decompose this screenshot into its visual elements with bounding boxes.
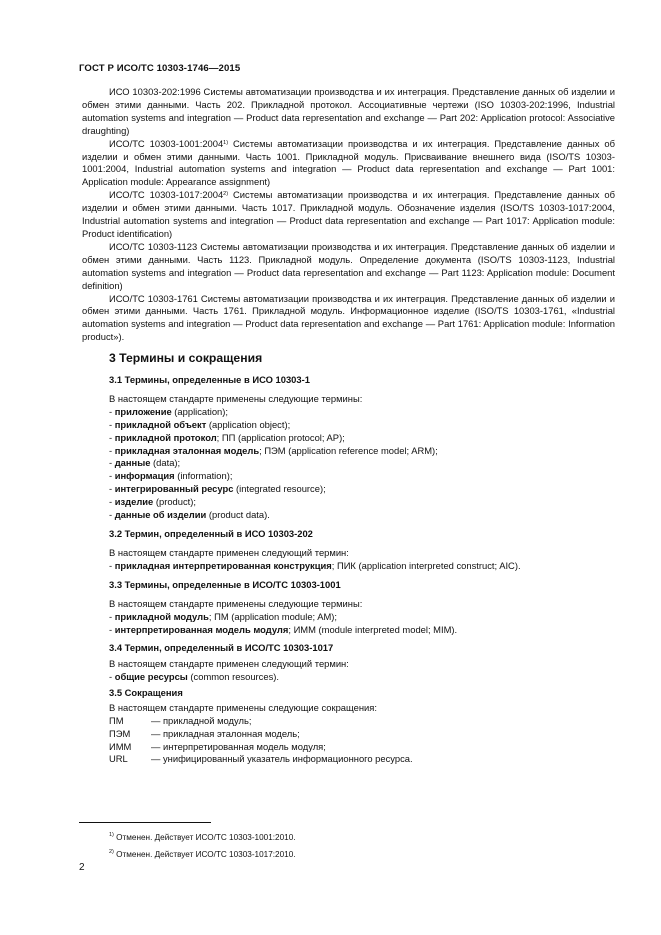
abbreviation-definition: — унифицированный указатель информационного ресурса. [151,753,413,765]
footnote-mark: 1) [109,832,114,838]
term-item: - общие ресурсы (common resources). [109,670,279,682]
abbreviation-row [109,728,619,741]
term-item: - приложение (application); [109,405,228,417]
subsection-3-1 [109,374,619,522]
term-item: - изделие (product); [109,496,196,508]
abbreviation-code: ПЭМ [109,727,131,739]
term-item: - интегрированный ресурс (integrated resource); [109,483,326,495]
reference-lead: ИСО/ТС 10303-1017:2004 [109,189,224,201]
reference-entry: ИСО 10303-202:1996 Системы автоматизации производства и их интеграция. Представление данных об изделии и обмен этими данными. Часть 202. Прикладной протокол. Ассоциативные чертежи (ISO 10303-202:1996, Industrial automation systems and integration — Product data representation and exchange — Part 202: Application protocol: Associative draughting) [82,86,615,136]
subsection-title: 3.1 Термины, определенные в ИСО 10303-1 [109,374,310,385]
section-title: 3 Термины и сокращения [109,351,263,365]
footnote-ref: 1) [223,139,229,146]
abbreviation-code: ИММ [109,740,132,752]
term-item: - прикладной модуль; ПМ (application module; AM); [109,610,338,622]
abbreviation-row [109,753,619,766]
document-header: ГОСТ Р ИСО/ТС 10303-1746—2015 [79,63,241,74]
term-item: - прикладная эталонная модель; ПЭМ (application reference model; ARM); [109,444,438,456]
reference-entry: ИСО/ТС 10303-1123 Системы автоматизации производства и их интеграция. Представление данных об изделии и обмен этими данными. Часть 1123. Прикладной модуль. Определение документа (ISO/TS 10303-1123, Industrial automation systems and integration — Product data representation and exchange — Part 1123: Application module: Document definition) [82,240,615,291]
term-item: - прикладная интерпретированная конструкция; ПИК (application interpreted construct; AIC). [109,559,521,571]
term-item: - данные (data); [109,457,181,469]
subsection-title: 3.5 Сокращения [109,687,183,698]
term-item: - прикладной протокол; ПП (application protocol; AP); [109,431,345,443]
abbreviation-code: ПМ [109,714,124,726]
abbreviation-definition: — интерпретированная модель модуля; [151,740,326,752]
normative-references [82,86,615,344]
subsection-3-5 [109,687,619,766]
footnote-ref: 2) [223,191,229,198]
reference-entry: ИСО/ТС 10303-1001:2004$^{1)}$ Системы автоматизации производства и их интеграция. Представление данных об изделии и обмен этими данными. Часть 1001. Прикладной модуль. Присваивание внешнего вида (ISO/TS 10303-1001:2004, Industrial automation systems and integration — Product data representation and exchange — Part 1001: Application module: Appearance assignment) [82,137,615,188]
term-item: - информация (information); [109,470,233,482]
abbreviation-definition: — прикладная эталонная модель; [151,727,300,739]
subsection-3-4 [109,642,619,684]
intro-text: В настоящем стандарте применены следующие термины: [109,597,363,609]
reference-entry: ИСО/ТС 10303-1017:2004$^{2)}$ Системы автоматизации производства и их интеграция. Представление данных об изделии и обмен этими данными. Часть 1017. Прикладной модуль. Обозначение изделия (ISO/TS 10303-1017:2004, Industrial automation systems and integration — Product data representation and exchange — Part 1017: Application module: Product identification) [82,189,615,239]
footnote-divider [79,822,211,823]
subsection-3-2 [109,528,619,573]
intro-text: В настоящем стандарте применен следующий термин: [109,657,349,669]
term-item: - прикладной объект (application object); [109,418,291,430]
subsection-title: 3.2 Термин, определенный в ИСО 10303-202 [109,528,313,539]
subsection-title: 3.3 Термины, определенные в ИСО/ТС 10303-1001 [109,579,341,590]
abbreviation-row [109,715,619,728]
abbreviation-definition: — прикладной модуль; [151,714,252,726]
subsection-3-3 [109,579,619,637]
footnote: $^{1)}$ Отменен. Действует ИСО/ТС 10303-1001:2010. [109,832,296,842]
intro-text: В настоящем стандарте применены следующие сокращения: [109,701,377,713]
reference-entry: ИСО/ТС 10303-1761 Системы автоматизации производства и их интеграция. Представление данных об изделии и обмен этими данными. Часть 1761. Прикладной модуль. Информационное изделие (ISO/TS 10303-1761, «Industrial automation systems and integration — Product data representation and exchange — Part 1761: Application module: Information product»). [82,292,615,343]
intro-text: В настоящем стандарте применены следующие термины: [109,392,363,404]
footnote-mark: 2) [109,849,114,855]
subsection-title: 3.4 Термин, определенный в ИСО/ТС 10303-1017 [109,642,334,653]
page-number: 2 [79,862,85,873]
term-item: - интерпретированная модель модуля; ИММ (module interpreted model; MIM). [109,623,458,635]
footnote: $^{2)}$ Отменен. Действует ИСО/ТС 10303-1017:2010. [109,849,296,859]
abbreviation-code: URL [109,753,128,765]
reference-lead: ИСО/ТС 10303-1001:2004 [109,137,224,149]
intro-text: В настоящем стандарте применен следующий термин: [109,546,349,558]
abbreviation-row [109,741,619,754]
term-item: - данные об изделии (product data). [109,509,270,521]
